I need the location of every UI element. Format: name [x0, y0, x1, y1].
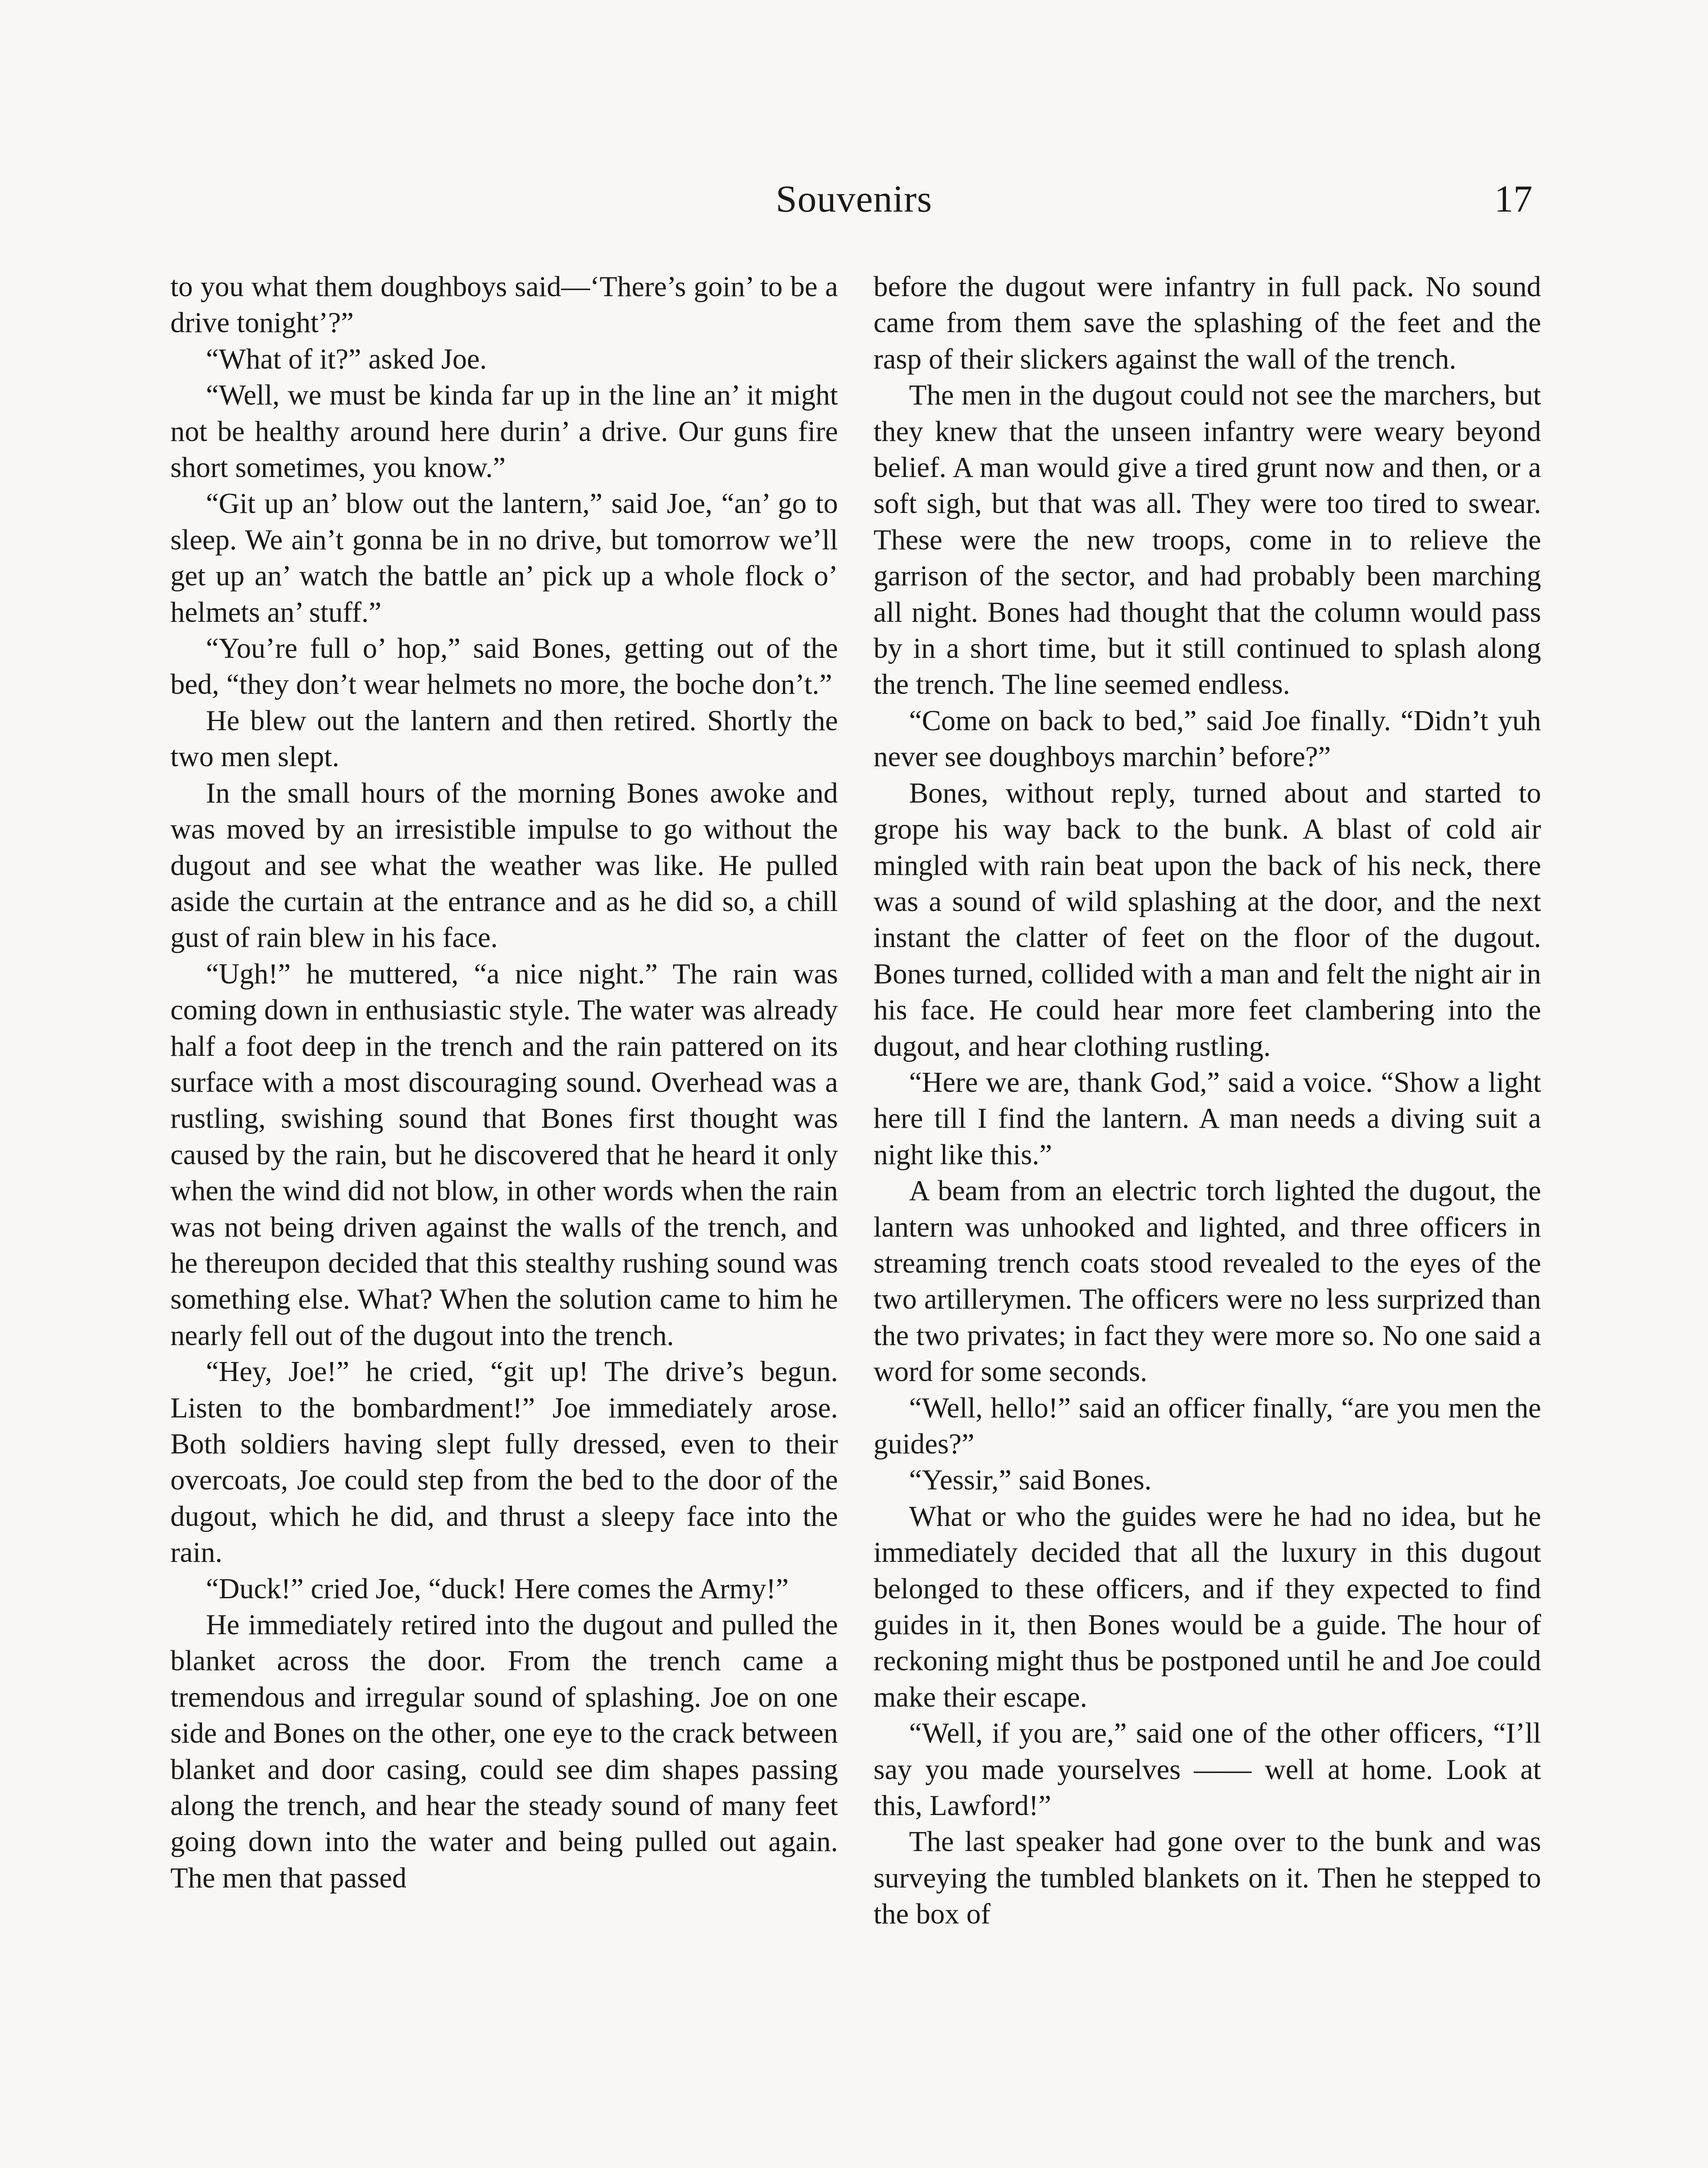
paragraph: before the dugout were infantry in full pack. No sound came from them save the splashing of the feet and the rasp of their slickers against the wall of the trench. [874, 271, 1541, 375]
paragraph: “You’re full o’ hop,” said Bones, getting out of the bed, “they don’t wear helmets no more, the boche don’t.” [170, 633, 838, 701]
paragraph: He blew out the lantern and then retired. Shortly the two men slept. [170, 705, 838, 773]
paragraph: “Well, we must be kinda far up in the line an’ it might not be healthy around here durin’ a drive. Our guns fire short sometimes, you know.” [170, 379, 838, 484]
text-column-left [170, 269, 838, 1896]
paragraph: “Come on back to bed,” said Joe finally. “Didn’t yuh never see doughboys marchin’ before?” [874, 705, 1541, 773]
paragraph: Bones, without reply, turned about and started to grope his way back to the bunk. A blast of cold air mingled with rain beat upon the back of his neck, there was a sound of wild splashing at the door, and the next instant the clatter of feet on the floor of the dugout. Bones turned, collided with a man and felt the night air in his face. He could hear more feet clambering into the dugout, and hear clothing rustling. [874, 777, 1541, 1062]
paragraph: “Here we are, thank God,” said a voice. “Show a light here till I find the lantern. A man needs a diving suit a night like this.” [874, 1066, 1541, 1171]
paragraph: “Yessir,” said Bones. [909, 1464, 1152, 1496]
running-header-title: Souvenirs [776, 178, 932, 220]
paragraph: In the small hours of the morning Bones awoke and was moved by an irresistible impulse to go without the dugout and see what the weather was like. He pulled aside the curtain at the entrance and as he did so, a chill gust of rain blew in his face. [170, 777, 838, 954]
paragraph: What or who the guides were he had no idea, but he immediately decided that all the luxury in this dugout belonged to these officers, and if they expected to find guides in it, then Bones would be a guide. The hour of reckoning might thus be postponed until he and Joe could make their escape. [874, 1500, 1541, 1713]
paragraph: “What of it?” asked Joe. [206, 343, 487, 375]
paragraph: “Hey, Joe!” he cried, “git up! The drive’s begun. Listen to the bombardment!” Joe immediately arose. Both soldiers having slept fully dressed, even to their overcoats, Joe could step from the bed to the door of the dugout, which he did, and thrust a sleepy face into the rain. [170, 1356, 838, 1569]
page-number: 17 [1494, 178, 1532, 220]
paragraph: A beam from an electric torch lighted the dugout, the lantern was unhooked and lighted, and three officers in streaming trench coats stood revealed to the eyes of the two artillerymen. The officers were no less surprized than the two privates; in fact they were more so. No one said a word for some seconds. [874, 1175, 1541, 1388]
paragraph: “Ugh!” he muttered, “a nice night.” The rain was coming down in enthusiastic style. The water was already half a foot deep in the trench and the rain pattered on its surface with a most discouraging sound. Overhead was a rustling, swishing sound that Bones first thought was caused by the rain, but he discovered that he heard it only when the wind did not blow, in other words when the rain was not being driven against the walls of the trench, and he thereupon decided that this stealthy rushing sound was something else. What? When the solution came to him he nearly fell out of the dugout into the trench. [170, 958, 838, 1352]
paragraph: to you what them doughboys said—‘There’s goin’ to be a drive tonight’?” [170, 271, 838, 339]
paragraph: “Well, if you are,” said one of the other officers, “I’ll say you made yourselves —— well at home. Look at this, Lawford!” [874, 1717, 1541, 1822]
text-column-right [874, 269, 1541, 1933]
paragraph: He immediately retired into the dugout and pulled the blanket across the door. From the trench came a tremendous and irregular sound of splashing. Joe on one side and Bones on the other, one eye to the crack between blanket and door casing, could see dim shapes passing along the trench, and hear the steady sound of many feet going down into the water and being pulled out again. The men that passed [170, 1609, 838, 1894]
paragraph: “Git up an’ blow out the lantern,” said Joe, “an’ go to sleep. We ain’t gonna be in no drive, but tomorrow we’ll get up an’ watch the battle an’ pick up a whole flock o’ helmets an’ stuff.” [170, 488, 838, 628]
paragraph: The last speaker had gone over to the bunk and was surveying the tumbled blankets on it. Then he stepped to the box of [874, 1826, 1541, 1930]
paragraph: “Duck!” cried Joe, “duck! Here comes the Army!” [206, 1573, 789, 1605]
paragraph: The men in the dugout could not see the marchers, but they knew that the unseen infantry were weary beyond belief. A man would give a tired grunt now and then, or a soft sigh, but that was all. They were too tired to swear. These were the new troops, come in to relieve the garrison of the sector, and had probably been marching all night. Bones had thought that the column would pass by in a short time, but it still continued to splash along the trench. The line seemed endless. [874, 379, 1541, 701]
paragraph: “Well, hello!” said an officer finally, “are you men the guides?” [874, 1392, 1541, 1460]
